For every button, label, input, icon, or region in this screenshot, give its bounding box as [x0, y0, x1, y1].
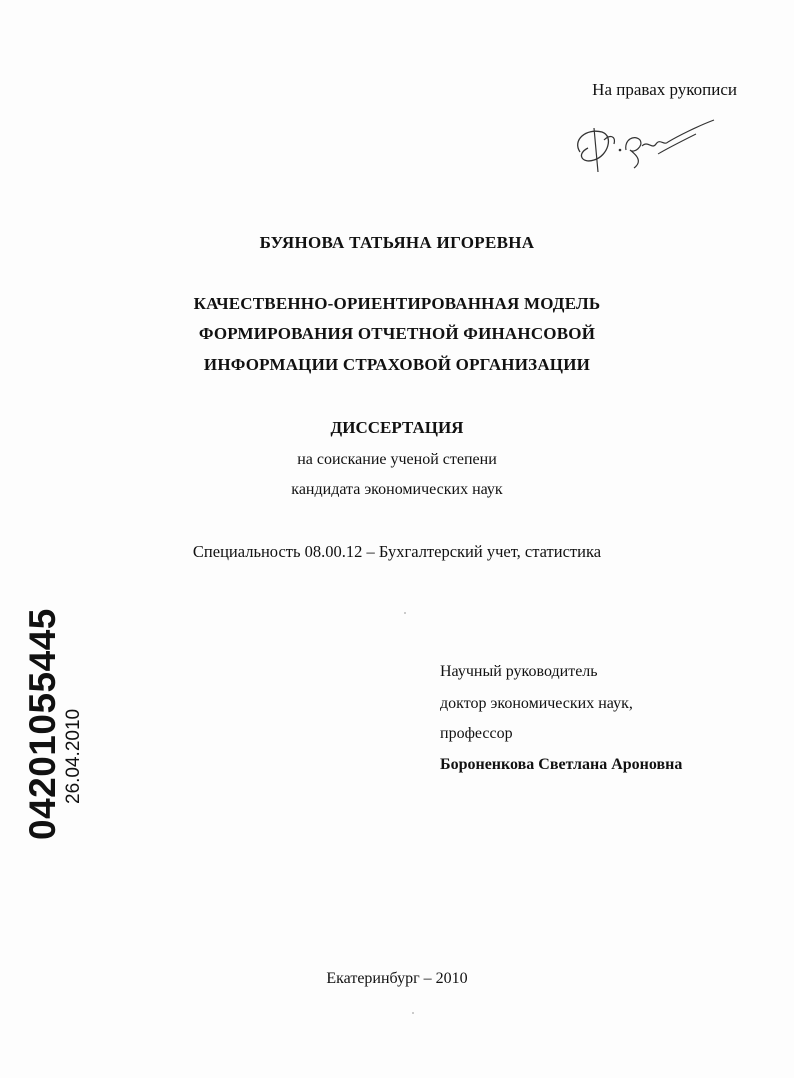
supervisor-name: Бороненкова Светлана Ароновна	[440, 756, 683, 773]
degree-line-1: на соискание ученой степени	[297, 451, 497, 468]
city-year: Екатеринбург – 2010	[326, 970, 468, 987]
manuscript-note: На правах рукописи	[592, 80, 737, 99]
library-stamp	[23, 608, 85, 840]
handwritten-signature	[568, 110, 718, 180]
degree-line-2: кандидата экономических наук	[291, 481, 503, 498]
scan-speck	[412, 1012, 414, 1014]
stamp-date: 26.04.2010	[63, 708, 84, 804]
supervisor-role: Научный руководитель	[440, 663, 598, 680]
supervisor-title: профессор	[440, 725, 513, 742]
document-type: ДИССЕРТАЦИЯ	[330, 418, 464, 437]
title-line-2: ФОРМИРОВАНИЯ ОТЧЕТНОЙ ФИНАНСОВОЙ	[198, 324, 596, 343]
title-line-3: ИНФОРМАЦИИ СТРАХОВОЙ ОРГАНИЗАЦИИ	[203, 355, 591, 374]
specialty: Специальность 08.00.12 – Бухгалтерский учет, статистика	[192, 542, 602, 561]
scan-speck	[404, 612, 406, 614]
title-line-1: КАЧЕСТВЕННО-ОРИЕНТИРОВАННАЯ МОДЕЛЬ	[193, 294, 601, 313]
stamp-code: 04201055445	[22, 608, 63, 840]
author-name: БУЯНОВА ТАТЬЯНА ИГОРЕВНА	[259, 233, 535, 252]
supervisor-degree: доктор экономических наук,	[440, 695, 633, 712]
